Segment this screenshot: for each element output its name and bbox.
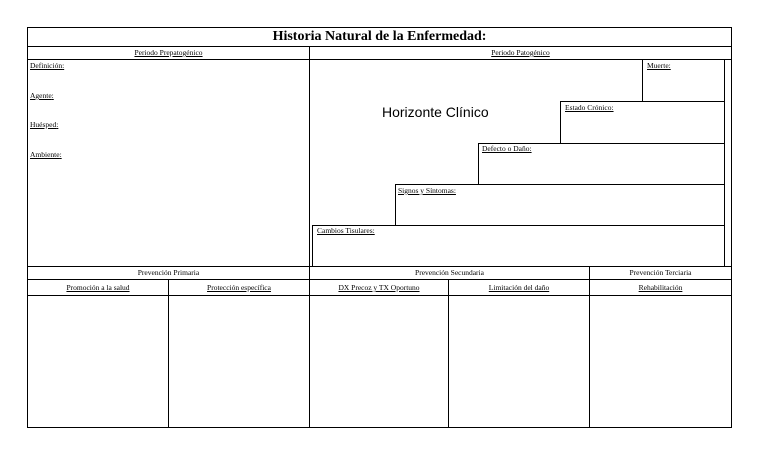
field-huesped: Huésped: <box>30 120 59 129</box>
field-ambiente: Ambiente: <box>30 150 62 159</box>
period-patogenico-header: Periodo Patogénico <box>491 48 550 57</box>
prevencion-primaria-header: Prevención Primaria <box>137 268 200 277</box>
field-agente: Agente: <box>30 91 54 100</box>
stage-muerte-label: Muerte: <box>647 61 671 70</box>
document-title: Historia Natural de la Enfermedad: <box>272 29 487 44</box>
proteccion-especifica-header: Protección específica <box>207 283 271 292</box>
stage-cambios-label: Cambios Tisulares: <box>317 226 375 235</box>
dx-precoz-header: DX Precoz y TX Oportuno <box>338 283 420 292</box>
prevention-subheader-divider <box>28 295 731 296</box>
period-header-divider <box>28 59 731 60</box>
prevencion-secundaria-header: Prevención Secundaria <box>415 268 484 277</box>
limitacion-dano-header: Limitación del daño <box>488 283 550 292</box>
prevencion-terciaria-header: Prevención Terciaria <box>629 268 692 277</box>
stage-signos-label: Signos y Síntomas: <box>398 186 456 195</box>
prevention-header-divider <box>28 279 731 280</box>
period-separator <box>309 46 310 428</box>
period-prepatogenico-header: Periodo Prepatogénico <box>134 48 203 57</box>
primary-sub-separator <box>168 279 169 428</box>
rehabilitacion-header: Rehabilitación <box>638 283 683 292</box>
promocion-salud-header: Promoción a la salud <box>66 283 130 292</box>
field-definicion: Definición: <box>30 61 65 70</box>
horizonte-clinico-label: Horizonte Clínico <box>382 104 489 120</box>
stage-defecto-label: Defecto o Daño: <box>482 144 532 153</box>
secondary-sub-separator <box>448 279 449 428</box>
title-divider <box>28 46 731 47</box>
stage-estado-cronico-label: Estado Crónico: <box>565 103 614 112</box>
